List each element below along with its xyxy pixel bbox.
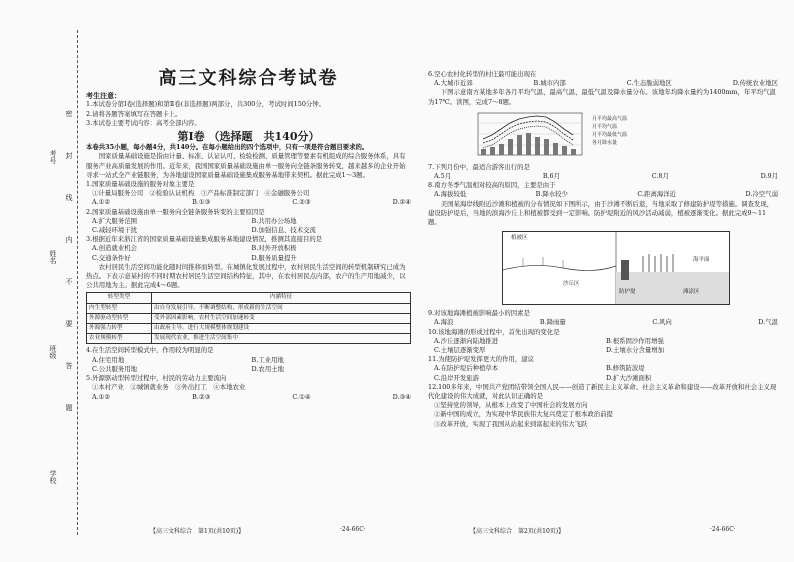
chart-legend: [592, 115, 627, 161]
question-stem: 4.在生活空间转型模式中，作用较为明显的是: [86, 346, 214, 355]
question-stem: 2.国家质量基础设施由单一服务向全链条服务转变的主要原因是: [86, 207, 265, 216]
answer-options: [428, 172, 778, 181]
page-code: ·24-66C·: [710, 526, 736, 533]
legend-item: 各月降水量: [592, 139, 618, 146]
option: D.土壤水分含量增加: [606, 346, 665, 355]
margin-label-name: 姓名: [49, 250, 57, 264]
table-cell: 由政府主导，进行大规模整体规划建设: [152, 324, 411, 334]
margin-label-school: 学校: [49, 470, 57, 484]
option: C.①④: [292, 392, 311, 401]
figure-label: 植被区: [511, 235, 528, 242]
notice-item: 2.请将各题答案填写在答题卡上。: [86, 109, 182, 118]
option: A.海浪: [434, 318, 454, 327]
option: B.降水较少: [535, 190, 568, 199]
option: B.对外开放积极: [251, 244, 297, 253]
seal-char: 线: [65, 194, 73, 201]
climate-chart-plot: [468, 109, 588, 161]
seal-char: 密: [65, 110, 73, 117]
option: D.③④: [392, 392, 411, 401]
notice-item: 3.本试卷主要考试内容：高考全部内容。: [86, 118, 201, 127]
passage: 国家质量基础设施是指由计量、标准、认证认可、检验检测、质量管理等要素有机组成的综合服务体系，具有服务产业高质量发展的作用。近年来，我国国家质量基础设施由单一服务向全链条服务转变，越来越多的企业开始寻求一站式全产业链服务，为各地建设国家质量基础设施集成服务基地带来契机。据此完成1～3题。: [86, 152, 406, 179]
table-cell: 由自身发展引导，不断调整结构，形成新的生活空间: [152, 303, 411, 313]
question-stem: 8.南方冬季气温相对较高的原因，主要是由于: [428, 181, 556, 190]
option: A.大城市近郊: [434, 79, 473, 88]
section-heading: 第Ⅰ卷 （选择题 共140分）: [177, 130, 320, 144]
question-stem: 6.空心农村化转型的村庄最可能出现在: [428, 70, 537, 78]
question-items: ①本村产业 ②城镇就业务 ③外出打工 ④本地农业: [92, 383, 246, 392]
option: B.工业用地: [251, 355, 284, 364]
option: C.公共服务用地: [92, 364, 138, 373]
option: B.根系固沙作用增强: [606, 336, 664, 345]
table-row: [87, 324, 411, 334]
table-cell: 外源强力转型: [87, 324, 152, 334]
question-stem: 5.外源驱动型转型过程中，村民的劳动力主要流向: [86, 374, 227, 383]
option: B.城市内部: [533, 79, 566, 88]
option: A.①②: [92, 198, 111, 207]
answer-options: [86, 393, 411, 402]
question-stem: 9.对该地海滩植被影响最小的因素是: [428, 309, 530, 318]
option: C.距离海洋近: [637, 190, 677, 199]
option: D.扩大沙滩面积: [606, 373, 652, 382]
option: D.气温: [758, 318, 778, 327]
seal-char: 封: [65, 152, 73, 159]
question-stem: 1.国家质量基础设施的服务对象主要是: [86, 180, 195, 189]
left-column: [86, 62, 411, 402]
option: B.降雨量: [539, 318, 566, 327]
notice-item: 1.本试卷分第Ⅰ卷(选择题)和第Ⅱ卷(非选择题)两部分，共300分，考试时间150分钟。: [86, 100, 326, 109]
answer-options: [86, 356, 411, 374]
option: D.9月: [760, 172, 778, 181]
answer-options: [428, 318, 778, 327]
margin-label-exam-number: 考号: [49, 150, 57, 164]
table-cell: 内生型转型: [87, 303, 152, 313]
option: D.②④: [392, 198, 411, 207]
table-header: 转型类型: [87, 293, 152, 303]
passage: 农村居民生活空间功能化随时间推移而转型。在城镇化发展过程中，农村居民生活空间的转型机制研究已成为热点。下表示意某村的不同时期农村居民生活空间结构特征，其中，在农村居民点内部，农户的生产用地减少，以公共用地为主。据此完成4～6题。: [86, 262, 406, 290]
question-items: ①坚持党的领导，从根本上改变了中国社会的发展方向: [434, 401, 588, 410]
figure-label: 沙丘区: [563, 281, 580, 288]
exam-title: 高三文科综合考试卷: [158, 68, 339, 89]
option: D.加强信息、技术交流: [251, 226, 316, 235]
table-cell: 受外部因素影响，农村生活空间加速转变: [152, 313, 411, 323]
option: D.传统农业地区: [732, 79, 778, 88]
answer-options: [86, 244, 411, 262]
option: A.住宅用地: [92, 355, 125, 364]
option: A.海拔较低: [434, 190, 467, 199]
table-cell: 农业规模转型: [87, 334, 152, 344]
notice-heading: 考生注意：: [86, 91, 121, 101]
option: A.沙丘逐渐向陆地推进: [434, 336, 499, 345]
right-column: [428, 70, 778, 429]
option: C.交通条件好: [92, 253, 131, 262]
option: D.农用土地: [251, 364, 284, 373]
option: A.扩大服务范围: [92, 216, 137, 225]
seal-text-column: [40, 30, 73, 540]
coast-figure: [502, 231, 730, 305]
option: C.生态脆弱地区: [626, 79, 672, 88]
figure-label: 滩涂区: [683, 289, 700, 296]
question-items: ③改革开放，实现了我国从站起来到富起来的伟大飞跃: [434, 419, 588, 428]
question-stem: 11.为使防护堤发挥更大的作用，建议: [428, 355, 535, 364]
page-footer: 【高三文科综合 第2页(共10页)】: [470, 528, 565, 535]
option: C.②③: [292, 198, 311, 207]
transition-table: [86, 292, 411, 344]
question-stem: 3.根据近年来浙江省的国家质量基础设施集成服务基地建设情况，推测其直接目的是: [86, 235, 323, 244]
table-row: [87, 334, 411, 344]
option: C.8月: [651, 172, 669, 181]
passage: 美国某海岸线附近沙滩和植被的分布情况如下图所示，由于沙滩不断后退，当地采取了修建防护堤等措施。调查发现，建设防护堤后，当地的滨海沙丘上和植被都受到一定影响。防护堤附近的风沙活动减弱，植被逐渐变化。据此完成9～11题。: [428, 199, 774, 227]
option: C.减轻环境干扰: [92, 226, 138, 235]
legend-item: 月平均最低气温: [592, 131, 628, 138]
answer-options: [428, 337, 778, 355]
answer-options: [428, 190, 778, 199]
binding-line: [77, 30, 78, 535]
answer-options: [86, 217, 411, 235]
figure-label: 防护堤: [619, 289, 636, 296]
option: A.创造就业机会: [92, 244, 137, 253]
option: B.①③: [192, 198, 211, 207]
table-header: 内涵特征: [152, 293, 411, 303]
option: B.6月: [542, 172, 561, 181]
question-stem: 12.100多年来，中国共产党团结带领全国人民——创造了新民主主义革命、社会主义革命和建设——改革开放和社会主义现代化建设的伟大成就，对此认识正确的是: [428, 382, 777, 401]
table-cell: 外源驱动型转型: [87, 313, 152, 323]
page-code: ·24-66C·: [340, 526, 366, 533]
passage: 下图示意南方某地多年各月平均气温、最高气温、最低气温及降水量分布。该地年均降水量约为1400mm，年平均气温为17℃。读图，完成7～8题。: [428, 88, 776, 106]
table-row: [87, 303, 411, 313]
legend-item: 月平均气温: [592, 123, 618, 130]
seal-char: 不: [65, 278, 73, 285]
option: D.服务质量提升: [251, 253, 297, 262]
legend-item: 月平均最高气温: [592, 115, 628, 122]
option: D.冷空气弱: [745, 190, 778, 199]
question-stem: 7.下列月份中，最适合游客出行的是: [428, 162, 530, 171]
option: A.①②: [92, 392, 111, 401]
page-footer: 【高三文科综合 第1页(共10页)】: [150, 528, 245, 535]
table-row: [87, 313, 411, 323]
option: A.5月: [434, 172, 452, 181]
table-cell: 发展现代农业，推进生活空间集中: [152, 334, 411, 344]
margin-label-class: 班级: [49, 345, 57, 359]
section-instruction: 本卷共35小题，每小题4分，共140分。在每小题给出的四个选项中，只有一项是符合题目要求的。: [86, 143, 369, 152]
climate-chart: [468, 109, 778, 161]
option: C.沿岸开发旅游: [434, 373, 480, 382]
answer-options: [428, 364, 778, 382]
question-items: ①计量局服务公司 ②检验认证机构 ③产品标准制定部门 ④金融服务公司: [92, 189, 310, 198]
seal-char: 题: [65, 404, 73, 411]
question-items: ②新中国的成立，为实现中华民族伟大复兴奠定了根本政治前提: [434, 410, 613, 419]
question-stem: 10.该地海滩的形成过程中，首先出现的变化是: [428, 327, 560, 336]
seal-char: 内: [65, 236, 73, 243]
option: B.②③: [192, 392, 211, 401]
seal-char: 答: [65, 362, 73, 369]
figure-label: 海平面: [693, 257, 710, 264]
option: B.修筑防波堤: [606, 364, 645, 373]
option: A.在防护堤后种植草本: [434, 364, 499, 373]
option: C.土壤层逐渐变厚: [434, 346, 486, 355]
seal-char: 要: [65, 320, 73, 327]
option: B.共用办公场地: [251, 216, 297, 225]
answer-options: [86, 198, 411, 207]
option: C.风向: [652, 318, 672, 327]
